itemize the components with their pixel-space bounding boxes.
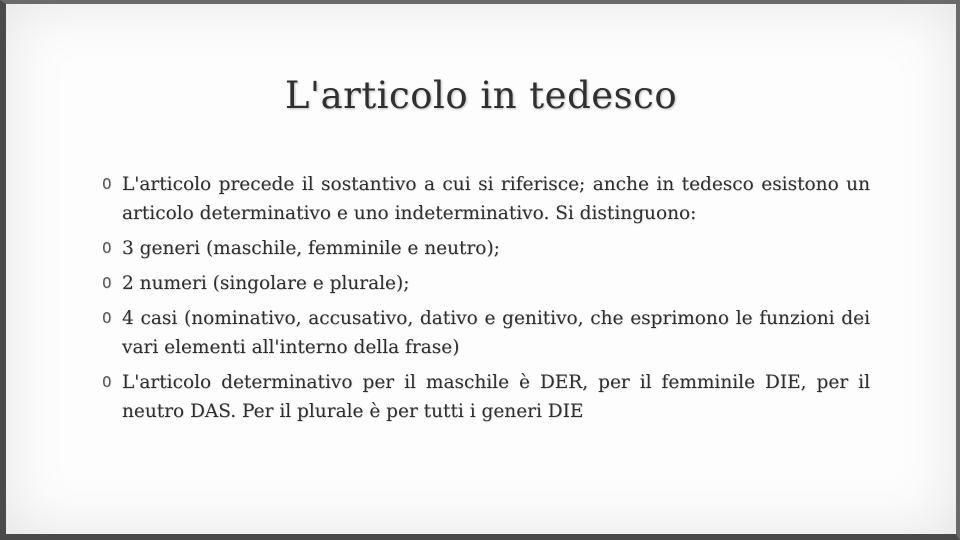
bullet-item xyxy=(102,170,870,228)
bullet-text: 4 casi (nominativo, accusativo, dativo e genitivo, che esprimono le funzioni dei vari elementi all'interno della frase) xyxy=(122,308,870,358)
bullet-item xyxy=(102,269,870,298)
bullet-marker-icon: 0 xyxy=(102,175,112,193)
bullet-marker-icon: 0 xyxy=(102,309,112,327)
bullet-text: L'articolo precede il sostantivo a cui si riferisce; anche in tedesco esistono un articolo determinativo e uno indeterminativo. Si distinguono: xyxy=(122,174,870,224)
bullet-marker-icon: 0 xyxy=(102,274,112,292)
bullet-item xyxy=(102,304,870,362)
bullet-text: 2 numeri (singolare e plurale); xyxy=(122,273,410,294)
bullet-item xyxy=(102,368,870,426)
bullet-marker-icon: 0 xyxy=(102,239,112,257)
bullet-text: 3 generi (maschile, femminile e neutro); xyxy=(122,238,500,259)
bullet-item xyxy=(102,234,870,263)
bullet-text: L'articolo determinativo per il maschile è DER, per il femminile DIE, per il neutro DAS. Per il plurale è per tutti i generi DIE xyxy=(122,372,870,422)
bullet-marker-icon: 0 xyxy=(102,373,112,391)
bullet-list xyxy=(102,170,870,432)
slide-title: L'articolo in tedesco xyxy=(284,74,678,117)
